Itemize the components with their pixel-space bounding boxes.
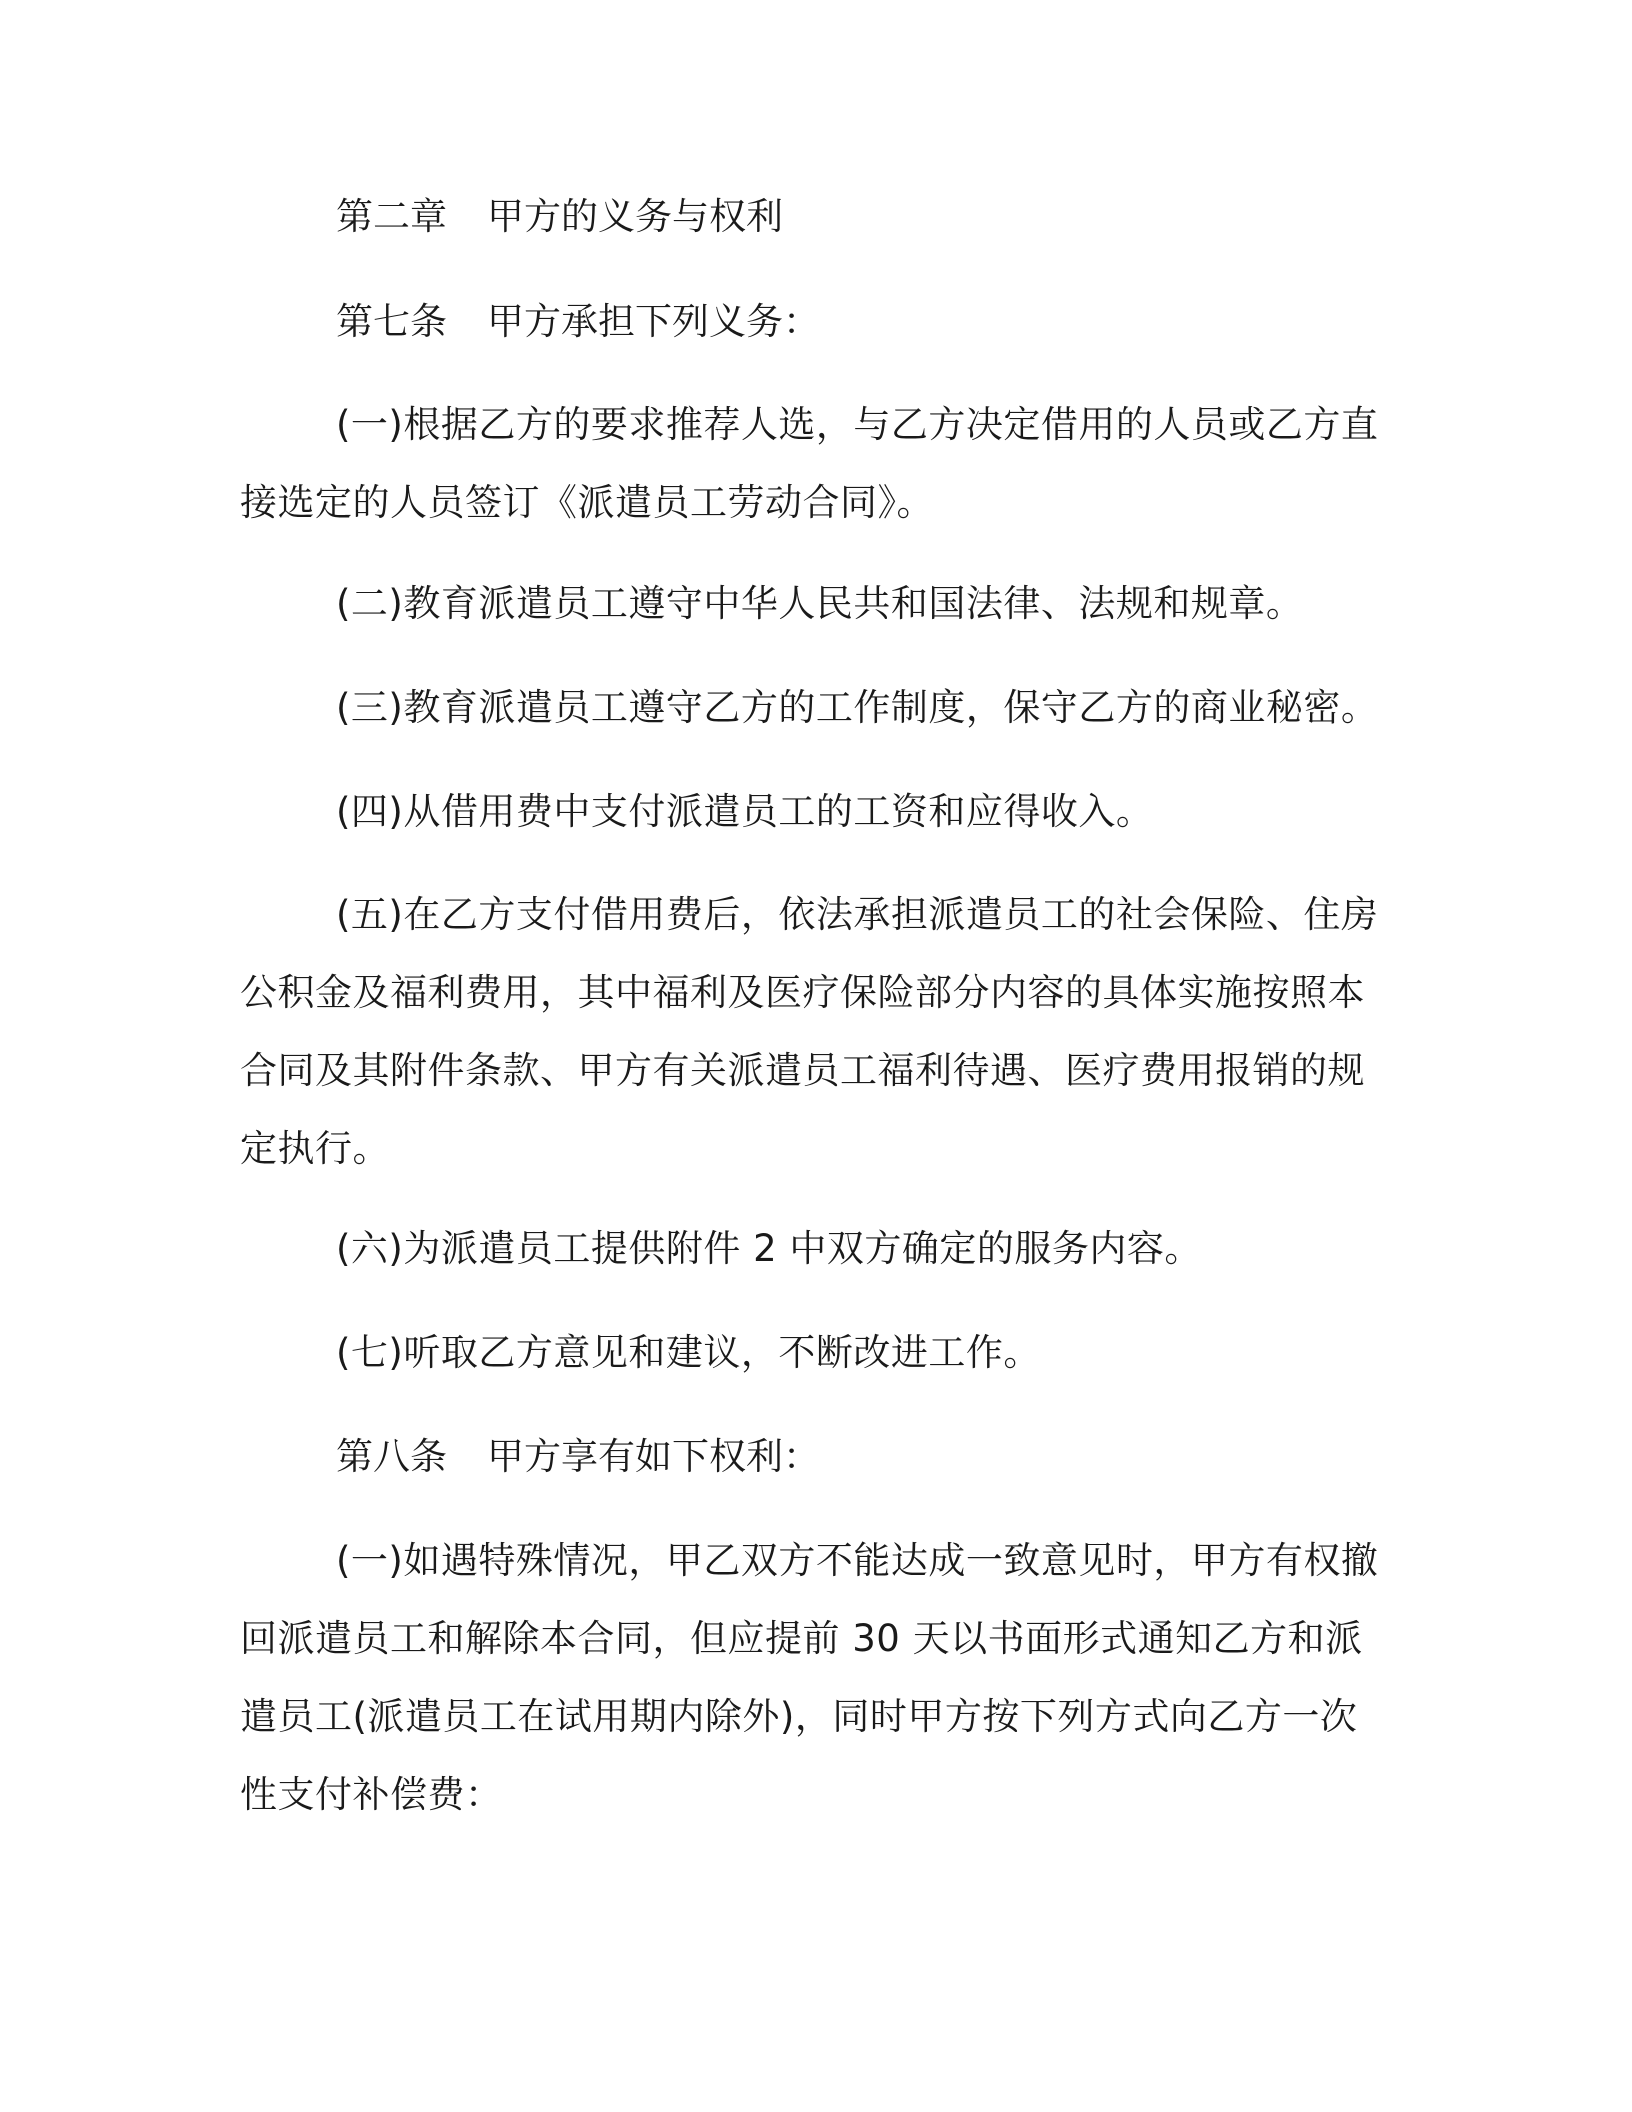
- article-7-item-4: (四)从借用费中支付派遣员工的工资和应得收入。: [336, 790, 1154, 833]
- article-7-title: 甲方承担下列义务：: [487, 300, 820, 343]
- article-7-item-6: (六)为派遣员工提供附件 2 中双方确定的服务内容。: [336, 1227, 1202, 1270]
- article-7-item-1: (一)根据乙方的要求推荐人选，与乙方决定借用的人员或乙方直接选定的人员签订《派遣员工劳动合同》。: [240, 403, 1379, 524]
- chapter-heading: [336, 178, 783, 256]
- article-7-item-3: (三)教育派遣员工遵守乙方的工作制度，保守乙方的商业秘密。: [336, 686, 1379, 729]
- article-8-title: 甲方享有如下权利：: [487, 1435, 820, 1478]
- article-8-heading: [336, 1418, 820, 1496]
- article-7-item-2: (二)教育派遣员工遵守中华人民共和国法律、法规和规章。: [336, 582, 1304, 625]
- article-7-heading: [336, 283, 820, 361]
- article-7-item-7: (七)听取乙方意见和建议，不断改进工作。: [336, 1331, 1041, 1374]
- chapter-label: 第二章: [336, 195, 447, 238]
- article-7-label: 第七条: [336, 300, 447, 343]
- article-8-item-1: (一)如遇特殊情况，甲乙双方不能达成一致意见时，甲方有权撤回派遣员工和解除本合同，但应提前 30 天以书面形式通知乙方和派遣员工(派遣员工在试用期内除外)，同时甲方按下列方式向乙方一次性支付补偿费：: [240, 1539, 1379, 1816]
- article-8-label: 第八条: [336, 1435, 447, 1478]
- chapter-title: 甲方的义务与权利: [487, 195, 783, 238]
- article-7-item-5: (五)在乙方支付借用费后，依法承担派遣员工的社会保险、住房公积金及福利费用，其中福利及医疗保险部分内容的具体实施按照本合同及其附件条款、甲方有关派遣员工福利待遇、医疗费用报销的规定执行。: [240, 893, 1379, 1170]
